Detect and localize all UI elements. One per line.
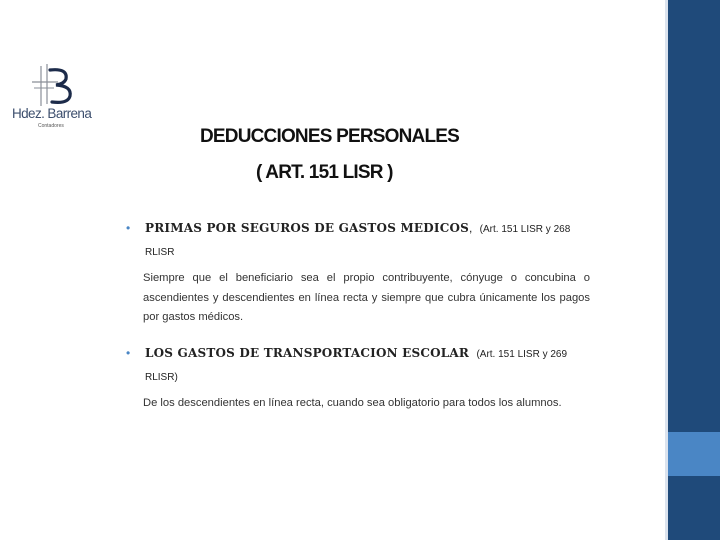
sidebar-accent-block (668, 432, 720, 476)
bullet-icon: • (126, 221, 131, 235)
logo-mark-icon (22, 62, 82, 108)
title-line-2: ( ART. 151 LISR ) (256, 162, 393, 183)
item-reference-end: RLISR (145, 247, 175, 258)
item-reference: (Art. 151 LISR y 268 (479, 224, 571, 235)
logo-name: Hdez. Barrena (12, 106, 92, 121)
bullet-icon: • (126, 346, 131, 360)
item-heading: LOS GASTOS DE TRANSPORTACION ESCOLAR (145, 346, 470, 360)
list-item (126, 345, 596, 414)
page-title (200, 126, 500, 184)
item-heading: PRIMAS POR SEGUROS DE GASTOS MEDICOS (145, 221, 469, 235)
company-logo (12, 62, 104, 134)
heading-separator: , (468, 221, 473, 235)
item-heading-row (145, 345, 596, 386)
list-item (126, 220, 596, 328)
item-heading-row (145, 220, 596, 261)
item-body: De los descendientes en línea recta, cuando sea obligatorio para todos los alumnos. (143, 397, 562, 409)
item-body: Siempre que el beneficiario sea el propio contribuyente, cónyuge o concubina o ascendientes y descendientes en línea recta y siempre que cubra únicamente los pagos por gastos médicos. (143, 272, 590, 323)
logo-tagline: Contadores (38, 123, 64, 129)
item-reference: (Art. 151 LISR y 269 (476, 349, 568, 360)
item-reference-end: RLISR) (145, 372, 178, 383)
title-line-1: DEDUCCIONES PERSONALES (200, 126, 459, 147)
